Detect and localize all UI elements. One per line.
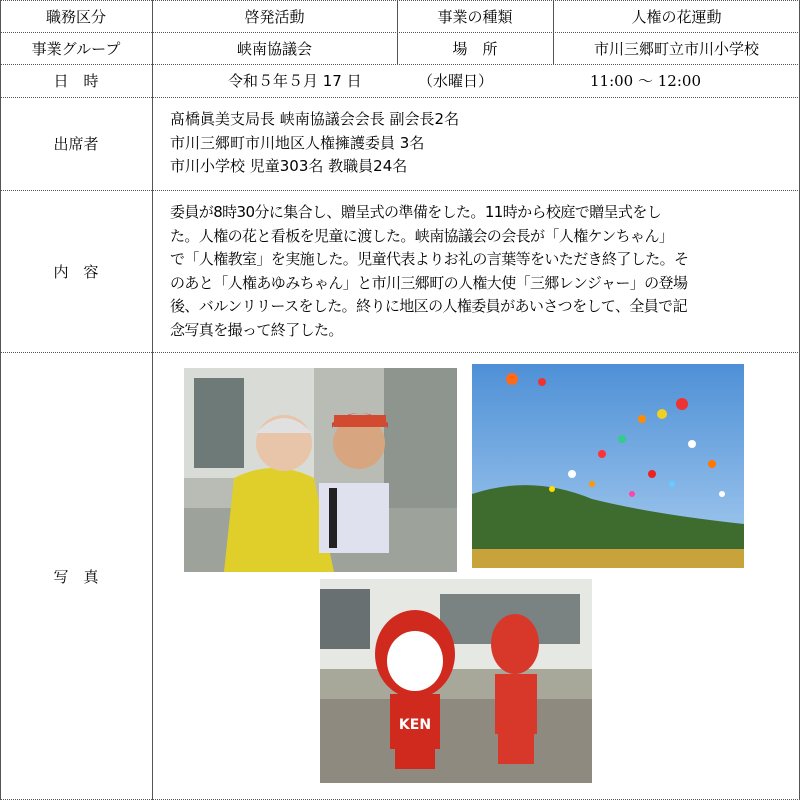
project-group-value: 峡南協議会 [236, 39, 312, 58]
weekday-value: （水曜日） [418, 72, 494, 90]
time-value: 11:00 ～ 12:00 [590, 72, 701, 90]
job-category-value: 啓発活動 [244, 7, 305, 26]
content-line: 念写真を撮って終了した。 [170, 320, 343, 339]
content-line: 委員が8時30分に集合し、贈呈式の準備をした。11時から校庭で贈呈式をし [170, 203, 662, 221]
photo-puppet-show [184, 368, 457, 572]
attendee-line: 市川三郷町市川地区人権擁護委員 3名 [170, 133, 425, 152]
location-label: 場 所 [452, 39, 498, 58]
content-text [170, 201, 688, 342]
project-type-value: 人権の花運動 [631, 7, 722, 26]
project-type-label: 事業の種類 [437, 7, 513, 26]
content-line: のあと「人権あゆみちゃん」と市川三郷町の人権大使「三郷レンジャー」の登場 [170, 273, 688, 292]
attendees-list [170, 108, 459, 179]
attendee-line: 市川小学校 児童303名 教職員24名 [170, 157, 408, 175]
project-group-label: 事業グループ [31, 39, 121, 58]
date-value: 令和５年５月 17 日 [228, 72, 362, 90]
photo-balloon-release [472, 364, 744, 568]
attendees-label: 出席者 [53, 135, 99, 153]
attendee-line: 髙橋眞美支局長 峡南協議会会長 副会長2名 [170, 110, 460, 128]
location-value: 市川三郷町立市川小学校 [593, 39, 759, 58]
datetime-label: 日 時 [53, 72, 99, 90]
content-line: で「人権教室」を実施した。児童代表よりお礼の言葉等をいただき終了した。そ [170, 250, 689, 268]
content-label: 内 容 [53, 262, 99, 281]
content-line: た。人権の花と看板を児童に渡した。峡南協議会の会長が「人権ケンちゃん」 [170, 226, 674, 245]
divider [152, 0, 153, 800]
mascot-shirt-text: KEN [398, 717, 432, 733]
content-line: 後、バルンリリースをした。終りに地区の人権委員があいさつをして、全員で記 [170, 297, 687, 315]
job-category-label: 職務区分 [45, 7, 106, 26]
photo-mascots [320, 579, 592, 783]
photos-label: 写 真 [53, 567, 99, 586]
